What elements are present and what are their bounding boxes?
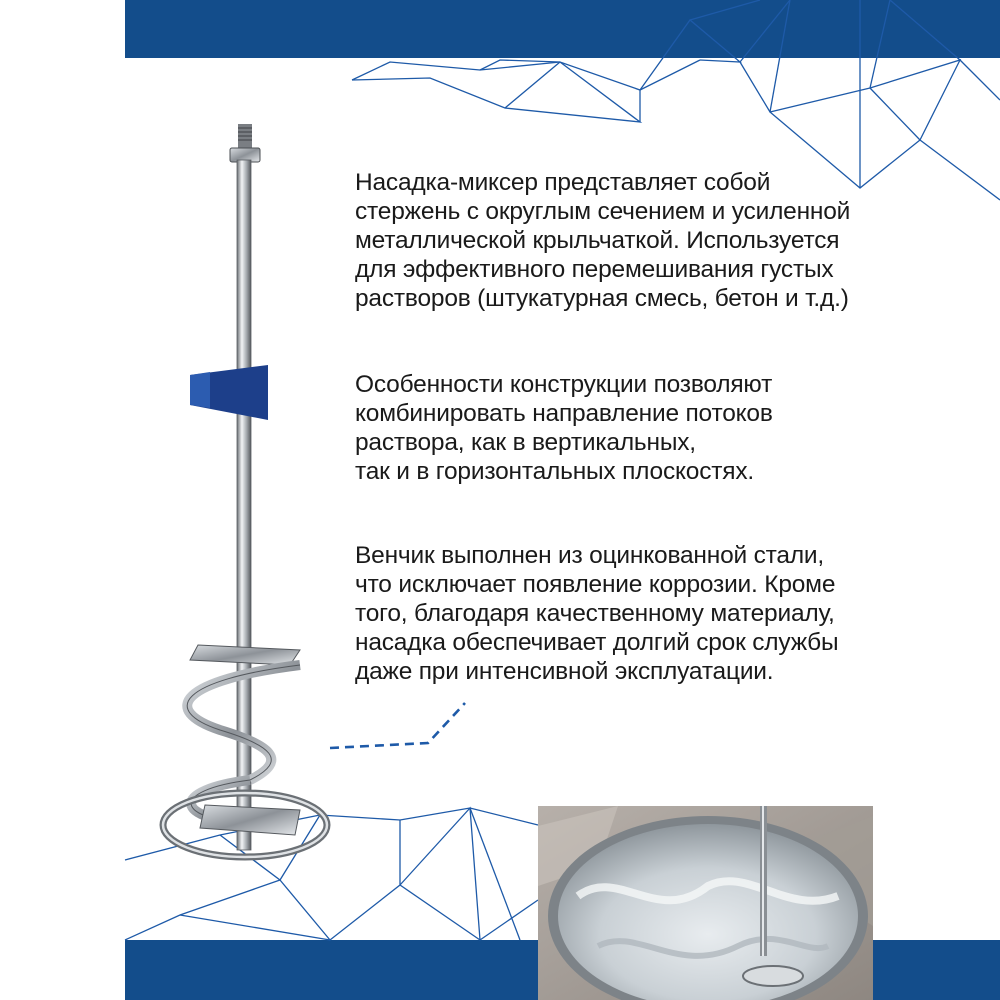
description-paragraph-2: Особенности конструкции позволяют комбинировать направление потоков раствора, как в вертикальных, так и в горизонтальных плоскостях. <box>355 371 773 485</box>
mixer-attachment-image <box>150 120 350 880</box>
mixing-bucket-photo <box>538 806 873 1000</box>
description-paragraph-1: Насадка-миксер представляет собой стержень с округлым сечением и усиленной металлической крыльчаткой. Используется для эффективного перемешивания густых растворов (штукатурная смесь, бетон и т.д.) <box>355 169 851 312</box>
description-paragraph-3: Венчик выполнен из оцинкованной стали, что исключает появление коррозии. Кроме того, благодаря качественному материалу, насадка обеспечивает долгий срок службы даже при интенсивной эксплуатации. <box>355 542 839 685</box>
